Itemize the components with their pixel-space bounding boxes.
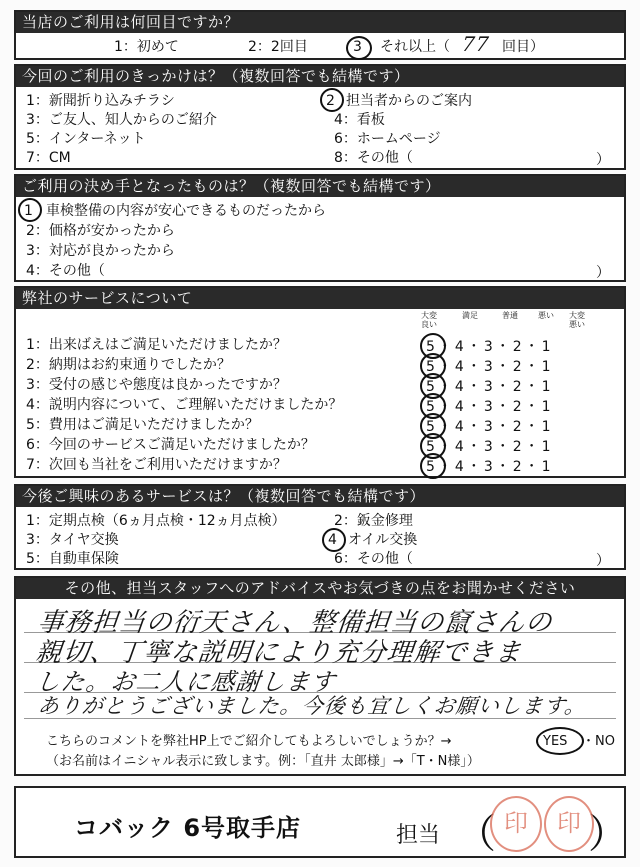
- rating-scale[interactable]: 5・4・3・2・1: [426, 439, 554, 455]
- section-title: 今後ご興味のあるサービスは？（複数回答でも結構です）: [16, 486, 624, 507]
- paren-close: ）: [588, 811, 628, 857]
- question-delivery-date: 2：納期はお約束通りでしたか？: [26, 357, 231, 373]
- handwritten-comment-line-2: 親切、丁寧な説明により充分理解できま: [34, 638, 524, 668]
- section-future-services: [14, 484, 626, 570]
- rating-scale[interactable]: 5・4・3・2・1: [426, 419, 554, 435]
- option-service-attitude[interactable]: 3：対応が良かったから: [26, 243, 175, 259]
- section-title: その他、担当スタッフへのアドバイスやお気づきの点をお聞かせください: [16, 578, 624, 599]
- option-signboard[interactable]: 4：看板: [334, 112, 385, 128]
- handwritten-visit-count: 77: [460, 32, 491, 56]
- footer-box: [14, 786, 626, 858]
- handwritten-comment-line-4: ありがとうございました。今後も宜しくお願いします。: [36, 694, 588, 718]
- handwritten-comment-line-3: した。お二人に感謝します: [34, 668, 338, 696]
- section-title: 当店のご利用は何回目ですか？: [16, 12, 624, 33]
- close-paren: ）: [596, 152, 610, 168]
- option-newspaper-flyer[interactable]: 1：新聞折り込みチラシ: [26, 93, 175, 109]
- section-title: 今回のご利用のきっかけは？（複数回答でも結構です）: [16, 66, 624, 87]
- rating-scale[interactable]: 5・4・3・2・1: [426, 459, 554, 475]
- section-deciding-factor: [14, 174, 626, 282]
- option-homepage[interactable]: 6：ホームページ: [334, 131, 441, 147]
- question-finish-quality: 1：出来ばえはご満足いただけましたか？: [26, 337, 287, 353]
- option-sheet-metal[interactable]: 2：鈑金修理: [334, 513, 413, 529]
- option-other[interactable]: 8：その他（: [334, 150, 413, 166]
- option-friend-referral[interactable]: 3：ご友人、知人からのご紹介: [26, 112, 217, 128]
- selected-rating-circle: [420, 453, 446, 479]
- option-car-insurance[interactable]: 5：自動車保険: [26, 551, 119, 567]
- question-reception-attitude: 3：受付の感じや態度は良かったですか？: [26, 377, 287, 393]
- scale-label-satisfied: 満足: [462, 311, 478, 320]
- option-other[interactable]: 4：その他（: [26, 263, 105, 279]
- no-option[interactable]: ・NO: [582, 734, 615, 749]
- scale-label-very-bad: 大変悪い: [569, 311, 585, 329]
- option-tire-change[interactable]: 3：タイヤ交換: [26, 532, 119, 548]
- option-internet[interactable]: 5：インターネット: [26, 131, 146, 147]
- staff-label: 担当: [396, 823, 441, 848]
- section-title: 弊社のサービスについて: [16, 288, 624, 309]
- rating-scale[interactable]: 5・4・3・2・1: [426, 399, 554, 415]
- section-title: ご利用の決め手となったものは？（複数回答でも結構です）: [16, 176, 624, 197]
- section-comments: [14, 576, 626, 776]
- option-second-time[interactable]: 2：2回目: [248, 39, 308, 55]
- shop-name: コバック 6号取手店: [74, 814, 302, 842]
- close-paren: ）: [596, 265, 610, 281]
- option-cm[interactable]: 7：CM: [26, 150, 71, 166]
- option-number[interactable]: 1: [24, 203, 33, 219]
- option-first-time[interactable]: 1：初めて: [114, 39, 179, 55]
- staff-seal-1: 印: [490, 796, 542, 852]
- scale-label-bad: 悪い: [538, 311, 554, 320]
- question-use-again: 7：次回も当社をご利用いただけますか？: [26, 457, 287, 473]
- rating-scale[interactable]: 5・4・3・2・1: [426, 379, 554, 395]
- question-cost: 5：費用はご満足いただけましたか？: [26, 417, 259, 433]
- option-times-suffix: 回目）: [502, 39, 544, 55]
- section-visit-count: [14, 10, 626, 60]
- close-paren: ）: [596, 553, 610, 569]
- option-inspection-content[interactable]: 車検整備の内容が安心できるものだったから: [46, 203, 326, 219]
- scale-label-very-good: 大変良い: [421, 311, 437, 329]
- initials-note: （お名前はイニシャル表示に致します。例：「直井 太郎様」→「T・N様」）: [46, 754, 480, 769]
- publish-question: こちらのコメントを弊社HP上でご紹介してもよろしいでしょうか？→: [46, 734, 452, 749]
- option-oil-number[interactable]: 4: [328, 532, 337, 548]
- scale-label-normal: 普通: [502, 311, 518, 320]
- option-price[interactable]: 2：価格が安かったから: [26, 223, 175, 239]
- rating-scale[interactable]: 5・4・3・2・1: [426, 359, 554, 375]
- section-trigger: [14, 64, 626, 170]
- question-overall-service: 6：今回のサービスご満足いただけましたか？: [26, 437, 315, 453]
- question-explanation: 4：説明内容について、ご理解いただけましたか？: [26, 397, 343, 413]
- rating-scale[interactable]: 5・4・3・2・1: [426, 339, 554, 355]
- section-service-rating: [14, 286, 626, 478]
- option-other[interactable]: 6：その他（: [334, 551, 413, 567]
- paren-open: （: [456, 811, 496, 857]
- option-periodic-inspection[interactable]: 1：定期点検（6ヵ月点検・12ヵ月点検）: [26, 513, 286, 529]
- option-staff-guidance[interactable]: 担当者からのご案内: [346, 93, 472, 109]
- yes-option[interactable]: YES: [543, 734, 568, 749]
- option-oil-change[interactable]: オイル交換: [348, 532, 418, 548]
- staff-seal-2: 印: [544, 796, 594, 852]
- option-third-number[interactable]: 3: [353, 39, 362, 55]
- handwritten-comment-line-1: 事務担当の衍天さん、整備担当の竄さんの: [36, 608, 554, 638]
- option-staff-number[interactable]: 2: [326, 93, 335, 109]
- option-more-than[interactable]: それ以上（: [380, 39, 450, 55]
